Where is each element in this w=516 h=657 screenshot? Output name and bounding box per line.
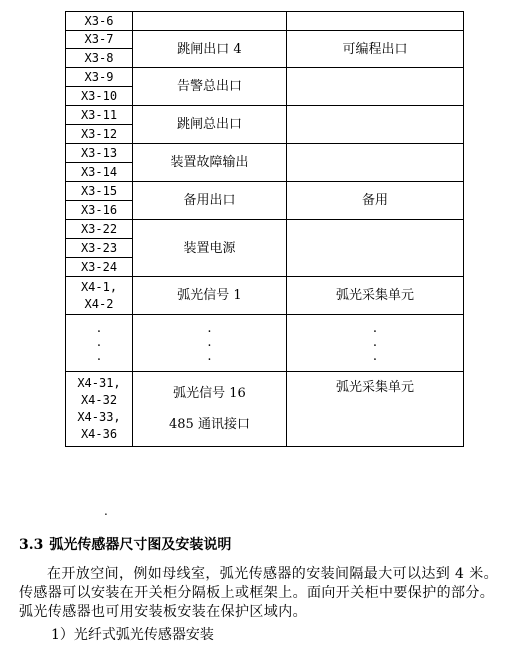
section-title: 弧光传感器尺寸图及安装说明 — [49, 537, 232, 553]
ellipsis-dot: . — [96, 349, 102, 364]
list-item: 1）光纤式弧光传感器安装 — [51, 627, 214, 643]
terminal-line: X4-36 — [80, 427, 118, 441]
note-cell — [287, 106, 464, 144]
terminal-table — [65, 11, 464, 447]
ellipsis-dot: . — [207, 335, 212, 350]
terminal-cell: X3-24 — [66, 258, 133, 277]
terminal-line: X4-31, — [77, 376, 121, 390]
ellipsis-dot: . — [207, 349, 212, 364]
terminal-cell: X3-6 — [66, 12, 133, 31]
terminal-line: X4-32 — [80, 393, 118, 407]
stray-dot: . — [104, 504, 108, 518]
section-number: 3.3 — [19, 537, 44, 553]
note-cell: 弧光采集单元 — [287, 372, 464, 447]
ellipsis-dot: . — [372, 349, 378, 364]
terminal-cell — [66, 372, 133, 447]
terminal-cell: X3-14 — [66, 163, 133, 182]
note-cell: 弧光采集单元 — [287, 277, 464, 315]
ellipsis-dot: . — [96, 321, 102, 336]
ellipsis-dot: . — [372, 321, 378, 336]
terminal-cell: X3-9 — [66, 68, 133, 87]
function-cell: 跳闸出口 4 — [133, 31, 287, 68]
section-heading — [19, 537, 231, 553]
terminal-cell: X3-13 — [66, 144, 133, 163]
ellipsis-cell — [287, 315, 464, 372]
function-cell: 告警总出口 — [133, 68, 287, 106]
terminal-line: X4-1, — [80, 279, 118, 294]
function-cell: 装置电源 — [133, 220, 287, 277]
terminal-cell: X3-23 — [66, 239, 133, 258]
ellipsis-dot: . — [96, 335, 102, 350]
terminal-cell — [66, 277, 133, 315]
section-paragraph: 在开放空间，例如母线室，弧光传感器的安装间隔最大可以达到 4 米。传感器可以安装在开关柜分隔板上或框架上。面向开关柜中要保护的部分。弧光传感器也可用安装板安装在保护区域内。 — [19, 566, 499, 620]
ellipsis-cell — [133, 315, 287, 372]
ellipsis-dot: . — [372, 335, 378, 350]
terminal-cell: X3-11 — [66, 106, 133, 125]
note-cell — [287, 12, 464, 31]
note-cell: 可编程出口 — [287, 31, 464, 68]
ellipsis-cell — [66, 315, 133, 372]
function-cell: 装置故障输出 — [133, 144, 287, 182]
function-cell: 备用出口 — [133, 182, 287, 220]
function-cell: 跳闸总出口 — [133, 106, 287, 144]
terminal-cell: X3-22 — [66, 220, 133, 239]
note-cell — [287, 68, 464, 106]
ellipsis-dot: . — [207, 321, 212, 336]
terminal-cell: X3-8 — [66, 49, 133, 68]
note-cell: 备用 — [287, 182, 464, 220]
note-cell — [287, 144, 464, 182]
function-line: 485 通讯接口 — [169, 417, 250, 432]
terminal-cell: X3-10 — [66, 87, 133, 106]
note-cell — [287, 220, 464, 277]
function-cell — [133, 372, 287, 447]
terminal-cell: X3-12 — [66, 125, 133, 144]
terminal-line: X4-33, — [77, 410, 121, 424]
terminal-cell: X3-15 — [66, 182, 133, 201]
function-line: 弧光信号 16 — [173, 386, 246, 401]
function-cell — [133, 12, 287, 31]
terminal-line: X4-2 — [84, 296, 114, 311]
terminal-cell: X3-7 — [66, 31, 133, 49]
function-cell: 弧光信号 1 — [133, 277, 287, 315]
terminal-cell: X3-16 — [66, 201, 133, 220]
